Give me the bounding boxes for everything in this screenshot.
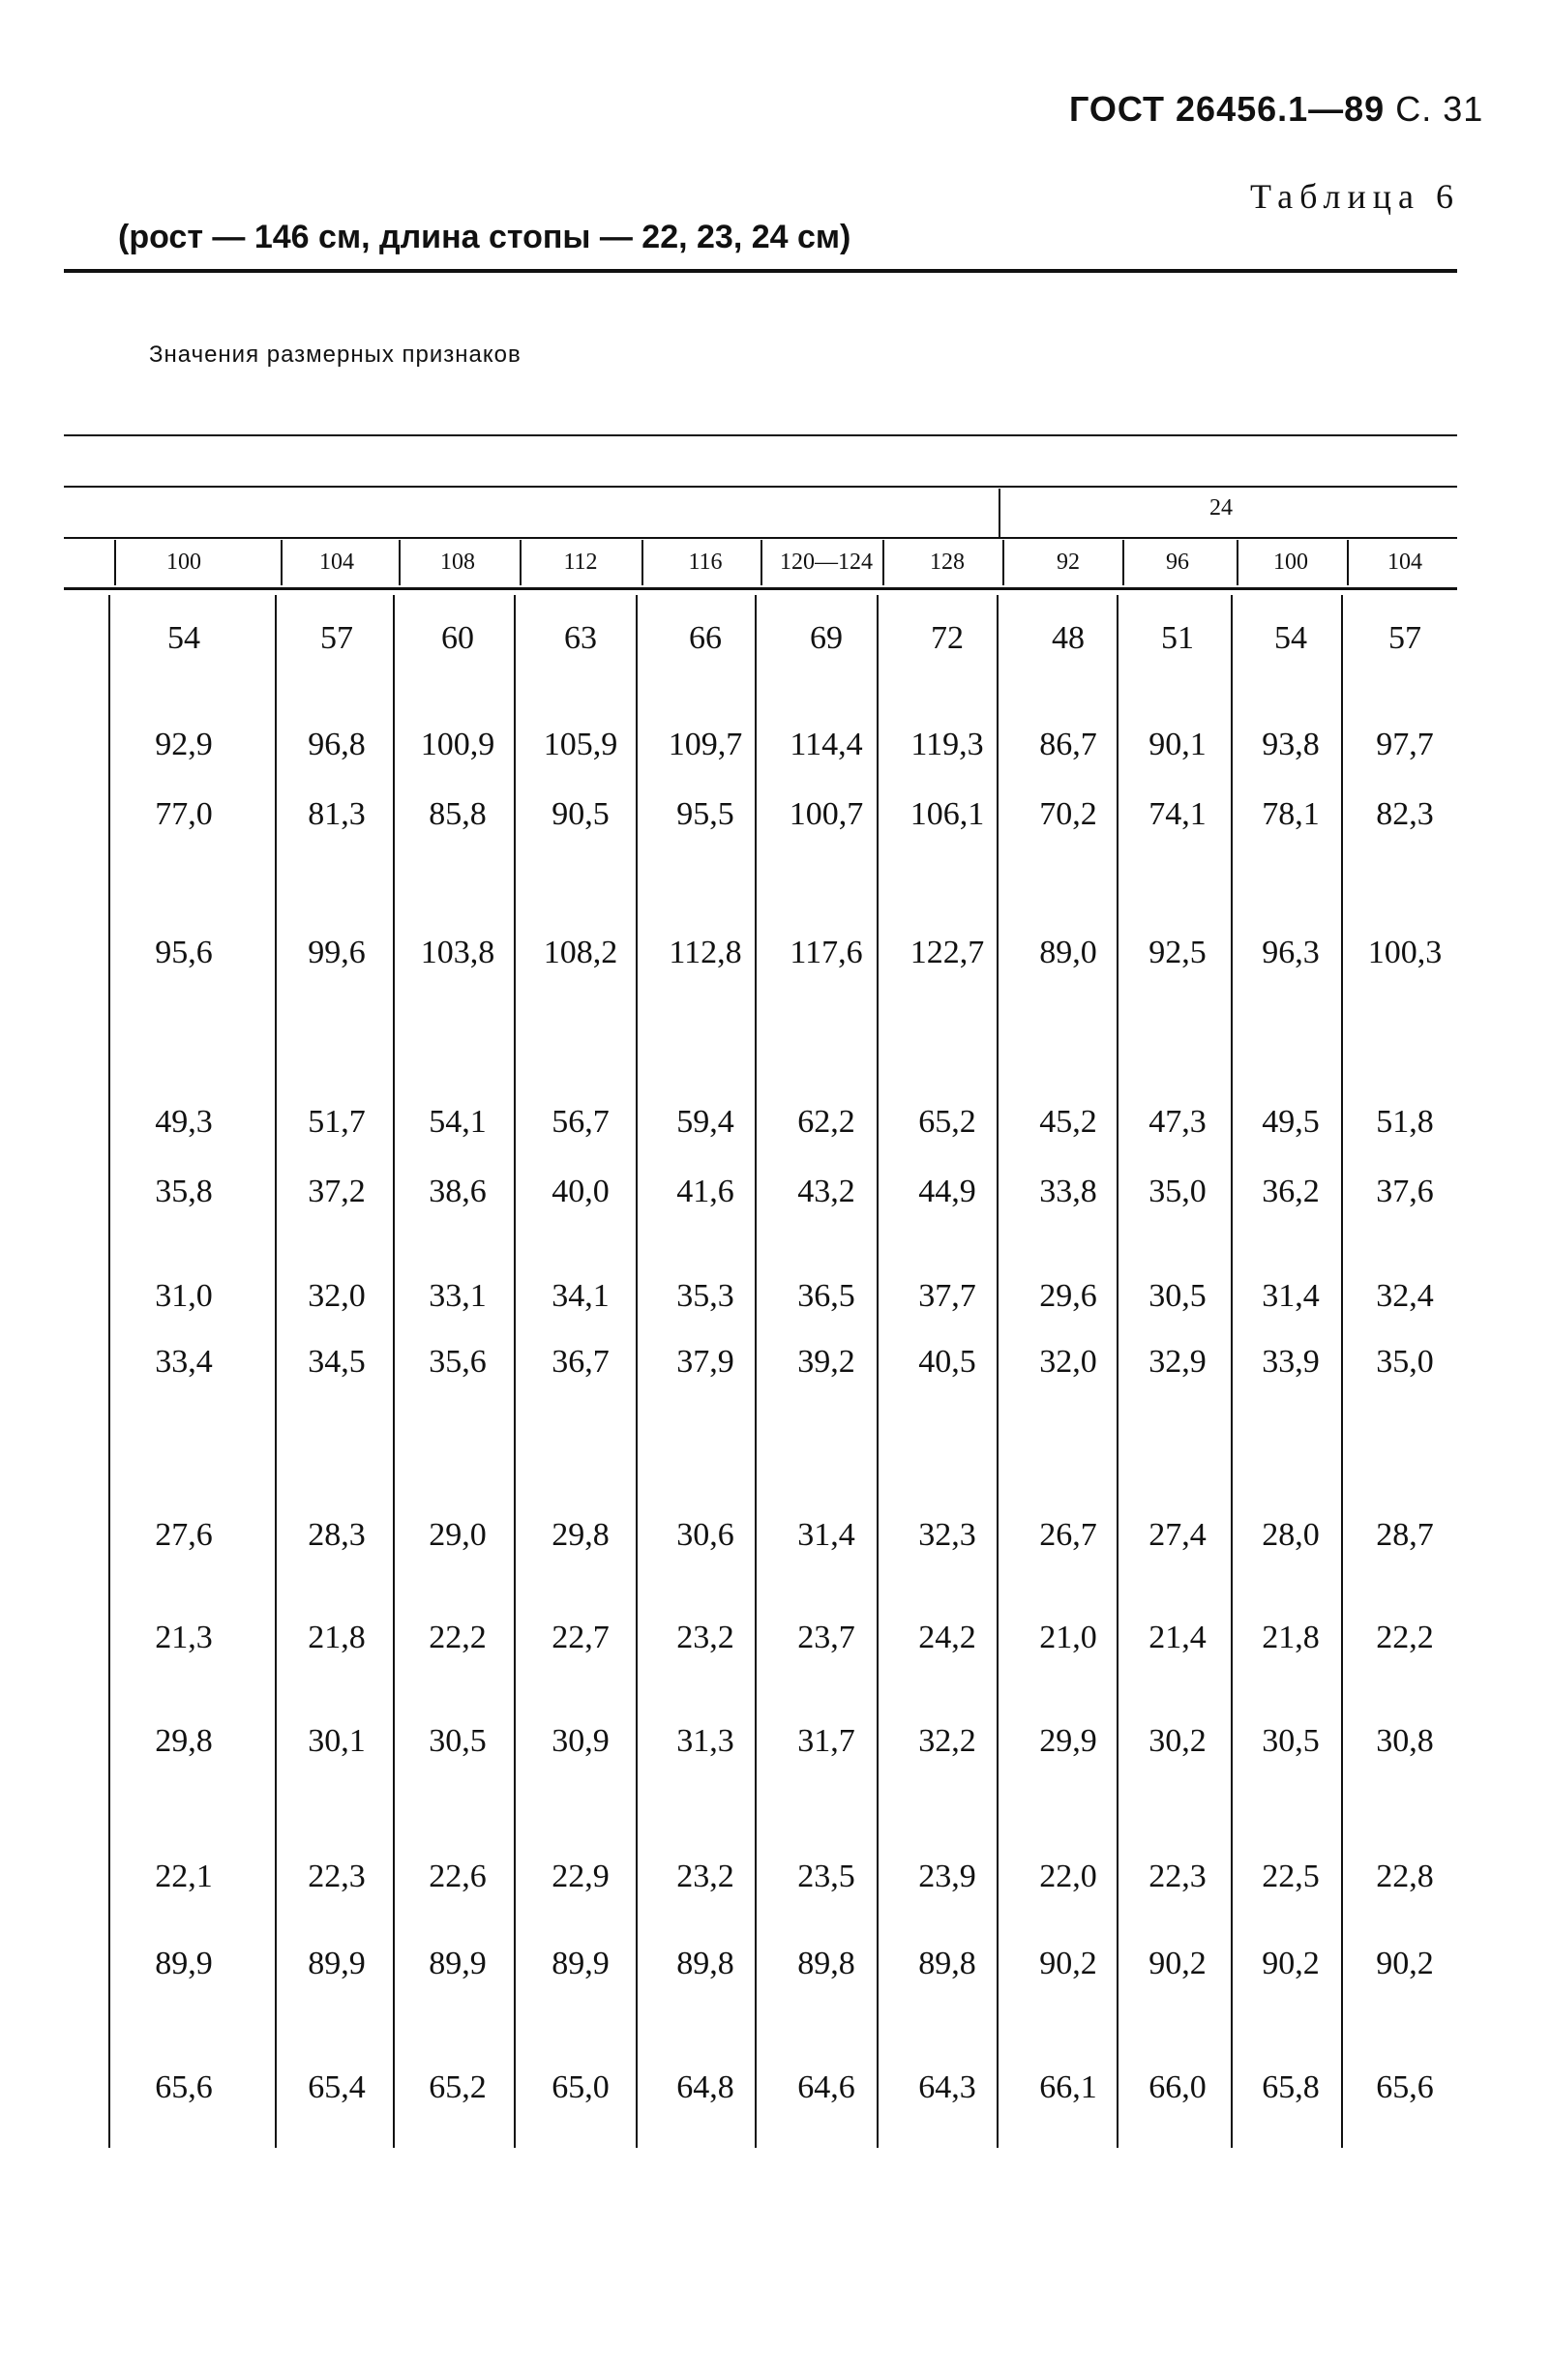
table-cell: 30,2 (1148, 1723, 1207, 1759)
table-cell: 74,1 (1148, 796, 1207, 832)
table-cell: 65,6 (155, 2069, 213, 2105)
table-cell: 54 (1274, 620, 1307, 656)
table-label: Таблица 6 (1250, 177, 1460, 216)
body-column-divider (393, 595, 395, 2148)
header-column-divider (1347, 540, 1349, 585)
table-cell: 69 (810, 620, 843, 656)
table-cell: 90,2 (1262, 1946, 1320, 1981)
table-cell: 22,7 (552, 1620, 610, 1655)
table-cell: 64,6 (797, 2069, 855, 2105)
table-cell: 66 (689, 620, 722, 656)
table-cell: 99,6 (308, 935, 366, 970)
table-cell: 33,9 (1262, 1344, 1320, 1380)
table-cell: 33,1 (429, 1278, 487, 1314)
table-cell: 57 (320, 620, 353, 656)
table-cell: 89,0 (1039, 935, 1097, 970)
header-column-divider (281, 540, 283, 585)
table-cell: 22,3 (308, 1859, 366, 1894)
table-cell: 29,8 (552, 1517, 610, 1553)
table-cell: 34,1 (552, 1278, 610, 1314)
table-cell: 97,7 (1376, 727, 1434, 762)
table-cell: 90,5 (552, 796, 610, 832)
table-cell: 21,4 (1148, 1620, 1207, 1655)
table-cell: 23,2 (676, 1620, 734, 1655)
table-cell: 54 (167, 620, 200, 656)
table-cell: 31,3 (676, 1723, 734, 1759)
table-cell: 85,8 (429, 796, 487, 832)
table-cell: 21,8 (308, 1620, 366, 1655)
table-cell: 95,5 (676, 796, 734, 832)
column-header: 100 (166, 550, 201, 575)
table-cell: 72 (931, 620, 964, 656)
table-cell: 32,0 (308, 1278, 366, 1314)
table-cell: 65,0 (552, 2069, 610, 2105)
table-cell: 86,7 (1039, 727, 1097, 762)
table-cell: 90,2 (1039, 1946, 1097, 1981)
table-cell: 38,6 (429, 1174, 487, 1209)
table-cell: 96,8 (308, 727, 366, 762)
table-cell: 90,1 (1148, 727, 1207, 762)
table-cell: 65,8 (1262, 2069, 1320, 2105)
column-header: 104 (319, 550, 354, 575)
table-cell: 70,2 (1039, 796, 1097, 832)
table-cell: 114,4 (790, 727, 863, 762)
table-cell: 59,4 (676, 1104, 734, 1140)
body-column-divider (997, 595, 999, 2148)
table-cell: 39,2 (797, 1344, 855, 1380)
header-rule-4 (64, 587, 1457, 590)
body-column-divider (275, 595, 277, 2148)
table-cell: 21,8 (1262, 1620, 1320, 1655)
column-header: 116 (688, 550, 723, 575)
table-cell: 112,8 (669, 935, 742, 970)
table-cell: 31,4 (1262, 1278, 1320, 1314)
header-column-divider (399, 540, 401, 585)
table-cell: 35,6 (429, 1344, 487, 1380)
table-cell: 32,0 (1039, 1344, 1097, 1380)
table-cell: 35,0 (1148, 1174, 1207, 1209)
table-cell: 27,6 (155, 1517, 213, 1553)
table-cell: 29,8 (155, 1723, 213, 1759)
column-header: 128 (930, 550, 965, 575)
column-header: 96 (1166, 550, 1189, 575)
table-cell: 30,5 (1148, 1278, 1207, 1314)
table-cell: 92,5 (1148, 935, 1207, 970)
table-cell: 23,7 (797, 1620, 855, 1655)
group-separator (999, 489, 1000, 537)
table-cell: 100,3 (1367, 935, 1443, 970)
header-rule-1 (64, 434, 1457, 436)
table-cell: 37,2 (308, 1174, 366, 1209)
table-cell: 49,3 (155, 1104, 213, 1140)
table-cell: 23,9 (918, 1859, 976, 1894)
body-column-divider (636, 595, 638, 2148)
body-column-divider (514, 595, 516, 2148)
table-cell: 35,8 (155, 1174, 213, 1209)
table-cell: 40,5 (918, 1344, 976, 1380)
body-column-divider (1117, 595, 1119, 2148)
table-cell: 36,5 (797, 1278, 855, 1314)
table-cell: 33,8 (1039, 1174, 1097, 1209)
table-cell: 77,0 (155, 796, 213, 832)
table-cell: 23,2 (676, 1859, 734, 1894)
standard-number: ГОСТ 26456.1—89 (1069, 89, 1386, 129)
body-column-divider (1231, 595, 1233, 2148)
table-cell: 56,7 (552, 1104, 610, 1140)
table-cell: 30,5 (1262, 1723, 1320, 1759)
table-cell: 89,9 (308, 1946, 366, 1981)
table-cell: 48 (1052, 620, 1085, 656)
body-column-divider (108, 595, 110, 2148)
page-number: С. 31 (1395, 89, 1484, 129)
table-cell: 51,7 (308, 1104, 366, 1140)
table-cell: 22,9 (552, 1859, 610, 1894)
table-cell: 28,0 (1262, 1517, 1320, 1553)
table-cell: 22,5 (1262, 1859, 1320, 1894)
table-cell: 24,2 (918, 1620, 976, 1655)
table-cell: 30,8 (1376, 1723, 1434, 1759)
column-header: 100 (1273, 550, 1308, 575)
header-column-divider (1122, 540, 1124, 585)
group-label: 24 (1209, 495, 1233, 521)
table-cell: 30,6 (676, 1517, 734, 1553)
table-cell: 41,6 (676, 1174, 734, 1209)
table-caption: Значения размерных признаков (149, 342, 522, 368)
table-cell: 37,9 (676, 1344, 734, 1380)
table-cell: 63 (564, 620, 597, 656)
column-header: 108 (440, 550, 475, 575)
table-cell: 28,3 (308, 1517, 366, 1553)
table-cell: 32,9 (1148, 1344, 1207, 1380)
table-cell: 60 (441, 620, 474, 656)
table-cell: 66,1 (1039, 2069, 1097, 2105)
table-cell: 30,5 (429, 1723, 487, 1759)
table-cell: 31,4 (797, 1517, 855, 1553)
table-cell: 65,2 (429, 2069, 487, 2105)
table-cell: 30,1 (308, 1723, 366, 1759)
table-cell: 36,7 (552, 1344, 610, 1380)
header-column-divider (761, 540, 762, 585)
header-rule-3 (64, 537, 1457, 539)
column-header: 104 (1387, 550, 1422, 575)
table-cell: 44,9 (918, 1174, 976, 1209)
table-cell: 119,3 (910, 727, 984, 762)
table-cell: 96,3 (1262, 935, 1320, 970)
table-cell: 106,1 (910, 796, 985, 832)
header-rule-2 (64, 486, 1457, 488)
table-cell: 22,6 (429, 1859, 487, 1894)
table-cell: 36,2 (1262, 1174, 1320, 1209)
table-cell: 22,1 (155, 1859, 213, 1894)
table-cell: 22,2 (1376, 1620, 1434, 1655)
header-column-divider (520, 540, 522, 585)
table-cell: 22,2 (429, 1620, 487, 1655)
table-cell: 92,9 (155, 727, 213, 762)
table-cell: 47,3 (1148, 1104, 1207, 1140)
table-cell: 37,7 (918, 1278, 976, 1314)
header-column-divider (114, 540, 116, 585)
table-cell: 29,9 (1039, 1723, 1097, 1759)
table-cell: 30,9 (552, 1723, 610, 1759)
body-column-divider (755, 595, 757, 2148)
table-cell: 26,7 (1039, 1517, 1097, 1553)
table-cell: 45,2 (1039, 1104, 1097, 1140)
table-cell: 31,0 (155, 1278, 213, 1314)
table-cell: 89,8 (676, 1946, 734, 1981)
header-column-divider (641, 540, 643, 585)
table-cell: 122,7 (910, 935, 985, 970)
header-column-divider (882, 540, 884, 585)
table-cell: 32,4 (1376, 1278, 1434, 1314)
table-cell: 78,1 (1262, 796, 1320, 832)
table-subtitle: (рост — 146 см, длина стопы — 22, 23, 24 см) (118, 219, 851, 255)
table-cell: 109,7 (668, 727, 743, 762)
table-cell: 65,4 (308, 2069, 366, 2105)
table-cell: 29,6 (1039, 1278, 1097, 1314)
table-cell: 81,3 (308, 796, 366, 832)
table-cell: 21,3 (155, 1620, 213, 1655)
table-cell: 90,2 (1376, 1946, 1434, 1981)
body-column-divider (877, 595, 879, 2148)
table-cell: 22,0 (1039, 1859, 1097, 1894)
body-column-divider (1341, 595, 1343, 2148)
table-cell: 28,7 (1376, 1517, 1434, 1553)
table-cell: 105,9 (543, 727, 618, 762)
table-cell: 65,6 (1376, 2069, 1434, 2105)
table-cell: 22,8 (1376, 1859, 1434, 1894)
header-column-divider (1237, 540, 1238, 585)
table-cell: 40,0 (552, 1174, 610, 1209)
table-cell: 100,7 (789, 796, 864, 832)
column-header: 92 (1057, 550, 1080, 575)
table-cell: 49,5 (1262, 1104, 1320, 1140)
table-cell: 32,2 (918, 1723, 976, 1759)
table-cell: 32,3 (918, 1517, 976, 1553)
table-cell: 82,3 (1376, 796, 1434, 832)
table-cell: 57 (1388, 620, 1421, 656)
table-cell: 93,8 (1262, 727, 1320, 762)
table-cell: 37,6 (1376, 1174, 1434, 1209)
table-cell: 34,5 (308, 1344, 366, 1380)
table-cell: 89,9 (429, 1946, 487, 1981)
table-cell: 89,9 (552, 1946, 610, 1981)
table-cell: 35,3 (676, 1278, 734, 1314)
table-cell: 103,8 (420, 935, 495, 970)
table-cell: 29,0 (429, 1517, 487, 1553)
table-cell: 27,4 (1148, 1517, 1207, 1553)
table-cell: 64,8 (676, 2069, 734, 2105)
table-cell: 51 (1161, 620, 1194, 656)
table-cell: 22,3 (1148, 1859, 1207, 1894)
table-cell: 65,2 (918, 1104, 976, 1140)
table-cell: 43,2 (797, 1174, 855, 1209)
table-cell: 108,2 (543, 935, 618, 970)
table-cell: 31,7 (797, 1723, 855, 1759)
table-cell: 90,2 (1148, 1946, 1207, 1981)
table-cell: 54,1 (429, 1104, 487, 1140)
table-cell: 35,0 (1376, 1344, 1434, 1380)
table-cell: 89,8 (918, 1946, 976, 1981)
table-cell: 51,8 (1376, 1104, 1434, 1140)
title-rule (64, 269, 1457, 273)
table-cell: 62,2 (797, 1104, 855, 1140)
table-cell: 64,3 (918, 2069, 976, 2105)
table-cell: 100,9 (420, 727, 495, 762)
header-column-divider (1002, 540, 1004, 585)
table-cell: 21,0 (1039, 1620, 1097, 1655)
table-cell: 117,6 (790, 935, 863, 970)
column-header: 120—124 (780, 550, 873, 575)
column-header: 112 (563, 550, 598, 575)
table-cell: 33,4 (155, 1344, 213, 1380)
table-cell: 89,9 (155, 1946, 213, 1981)
table-cell: 66,0 (1148, 2069, 1207, 2105)
page-header (1069, 89, 1483, 130)
table-cell: 89,8 (797, 1946, 855, 1981)
table-cell: 95,6 (155, 935, 213, 970)
table-cell: 23,5 (797, 1859, 855, 1894)
